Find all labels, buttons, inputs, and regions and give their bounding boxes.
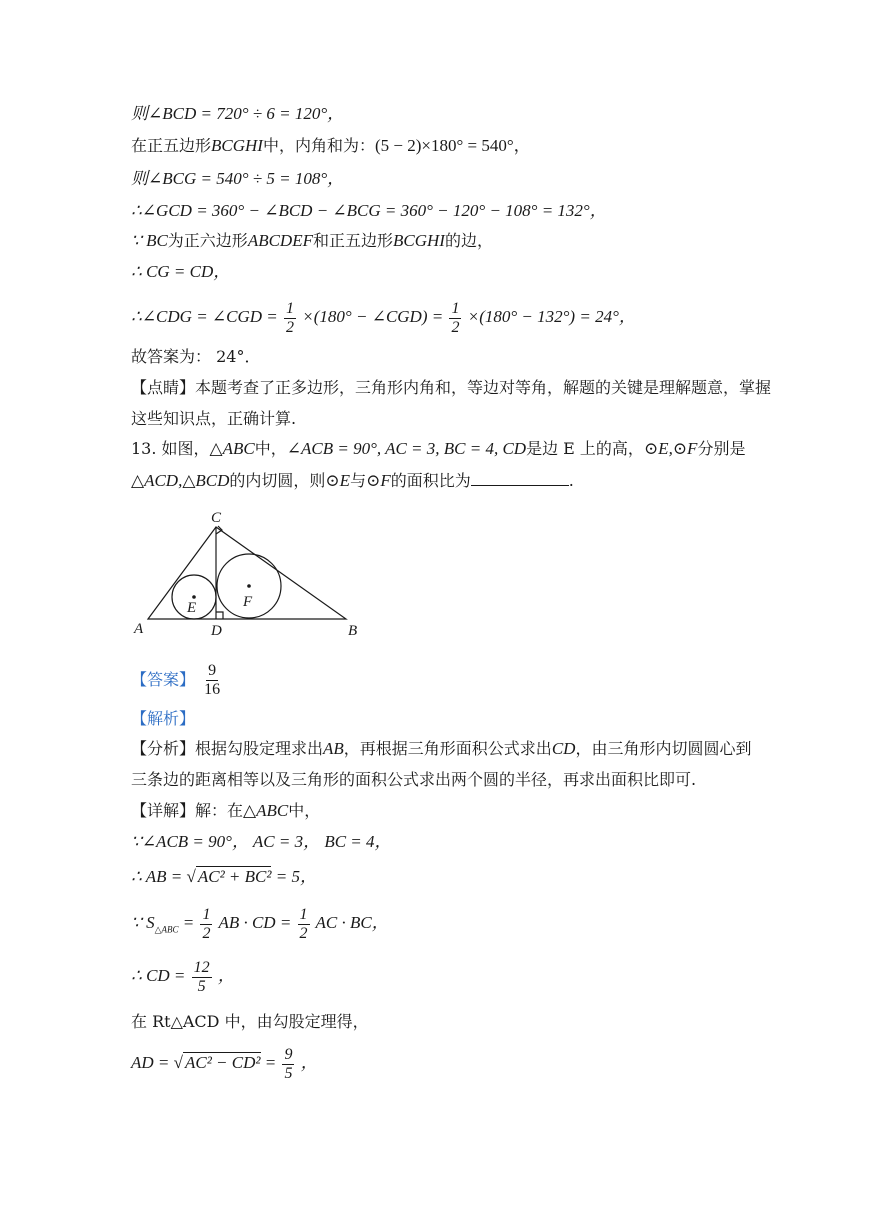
answer-line: 故答案为： 24°． bbox=[131, 347, 261, 366]
right-angle-mark-d bbox=[216, 612, 223, 619]
label-a: A bbox=[134, 621, 144, 637]
label-e: E bbox=[187, 600, 197, 616]
detail-line-4: ∵ $S_{\triangle ABC}$ = $\frac{1}{2}$ AB · CD = $\frac{1}{2}$ AC · BC， bbox=[131, 905, 389, 942]
comment-line-2: 这些知识点，正确计算. bbox=[131, 409, 297, 428]
detail-line-2: ∵∠ACB = 90°， AC = 3， BC = 4， bbox=[131, 832, 392, 851]
detail-line-6: 在 Rt△ACD 中，由勾股定理得， bbox=[131, 1012, 369, 1031]
answer-row bbox=[131, 660, 224, 700]
detail-line-3: ∴ AB = √ AC² + BC² = 5， bbox=[131, 867, 317, 886]
comment-line-1: 【点睛】本题考查了正多边形，三角形内角和，等边对等角，解题的关键是理解题意，掌握 bbox=[131, 378, 772, 397]
question-13-line-1: 13. 如图，△ABC中，∠ACB = 90°, AC = 3, BC = 4, CD是边 E 上的高，⊙E,⊙F分别是 bbox=[131, 439, 746, 458]
fraction-half: $\frac{1}{2}$ bbox=[451, 299, 460, 336]
answer-fraction: $\frac{9}{16}$ bbox=[204, 662, 221, 698]
triangle-figure bbox=[133, 502, 363, 642]
answer-blank bbox=[471, 471, 569, 486]
detail-line-5: ∴ CD = $\frac{12}{5}$ ， bbox=[131, 958, 235, 995]
label-d: D bbox=[211, 623, 222, 639]
label-b: B bbox=[348, 623, 358, 639]
fraction-half: $\frac{1}{2}$ bbox=[286, 299, 295, 336]
answer-label: 【答案】 bbox=[131, 670, 196, 689]
label-f: F bbox=[243, 594, 253, 610]
solution-line-4: ∴∠GCD = 360° − ∠BCD − ∠BCG = 360° − 120° − 108° = 132°， bbox=[131, 201, 607, 220]
analysis-label: 【解析】 bbox=[131, 709, 196, 728]
analysis-line-2: 三条边的距离相等以及三角形的面积公式求出两个圆的半径，再求出面积比即可. bbox=[131, 770, 697, 789]
center-e bbox=[192, 595, 196, 599]
solution-line-1: 则∠BCD = 720° ÷ 6 = 120°， bbox=[131, 104, 345, 123]
analysis-line-1: 【分析】根据勾股定理求出AB，再根据三角形面积公式求出CD，由三角形内切圆圆心到 bbox=[131, 739, 752, 758]
question-13-line-2: △ACD,△BCD的内切圆，则⊙E与⊙F的面积比为 . bbox=[131, 471, 574, 490]
label-c: C bbox=[211, 510, 222, 526]
solution-line-6: ∴ CG = CD， bbox=[131, 262, 231, 281]
detail-line-1: 【详解】解：在△ABC中， bbox=[131, 801, 321, 820]
solution-line-2: 在正五边形BCGHI中，内角和为：(5 − 2)×180° = 540°， bbox=[131, 136, 531, 155]
center-f bbox=[247, 584, 251, 588]
solution-line-7: ∴∠CDG = ∠CGD = $\frac{1}{2}$ ×(180° − ∠CGD) = $\frac{1}{2}$ ×(180° − 132°) = 24°， bbox=[131, 299, 636, 336]
solution-line-5: ∵ BC为正六边形ABCDEF和正五边形BCGHI的边， bbox=[131, 231, 493, 250]
solution-line-3: 则∠BCG = 540° ÷ 5 = 108°， bbox=[131, 169, 345, 188]
detail-line-7: AD = √ AC² − CD² = $\frac{9}{5}$ ， bbox=[131, 1045, 318, 1082]
